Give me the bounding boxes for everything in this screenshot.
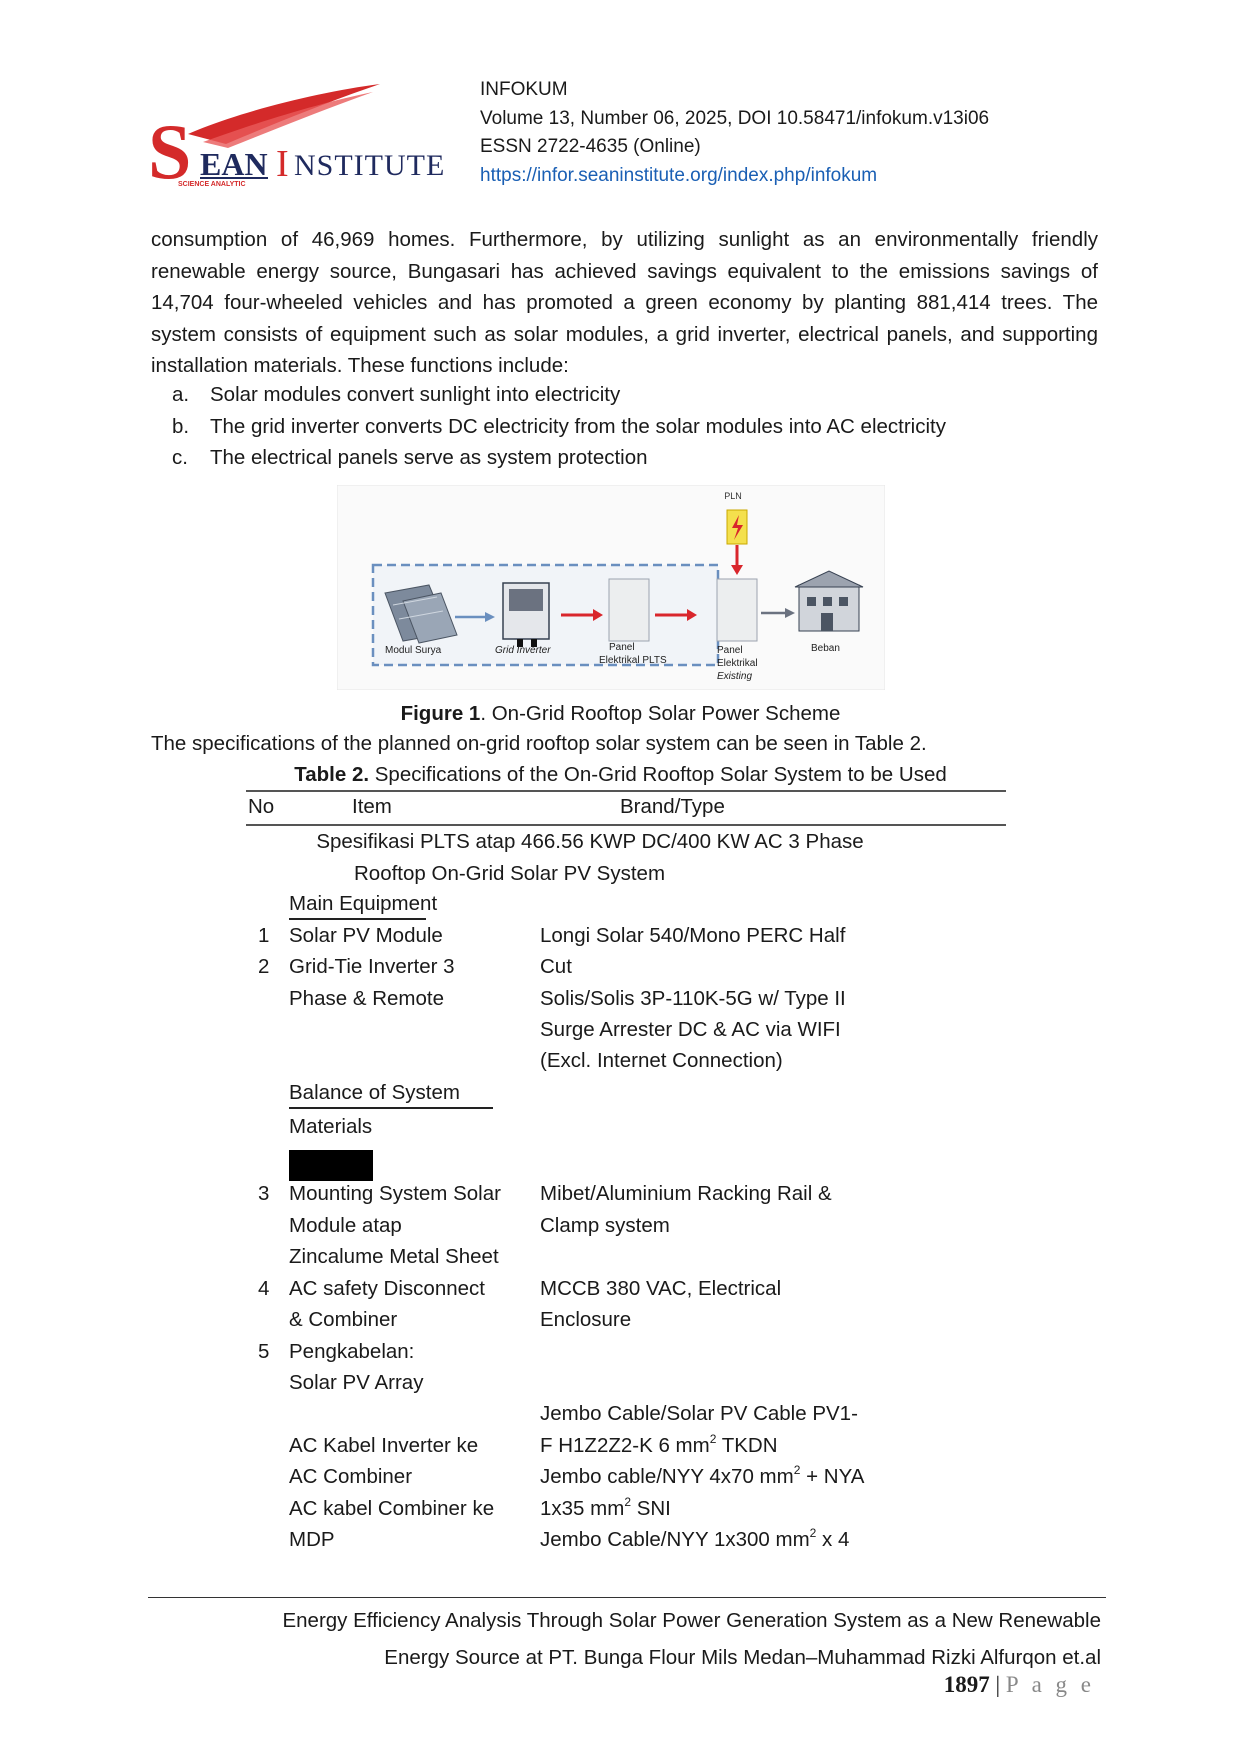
panel-existing-icon: [717, 579, 757, 641]
row-brand: Jembo Cable/Solar PV Cable PV1-: [540, 1402, 858, 1425]
svg-text:SCIENCE ANALYTIC: SCIENCE ANALYTIC: [178, 181, 246, 188]
row-brand: Solis/Solis 3P-110K-5G w/ Type II: [540, 987, 846, 1010]
svg-text:I: I: [276, 143, 289, 185]
list-item: [172, 411, 946, 443]
row-brand: Jembo cable/NYY 4x70 $mm^2$ + NYA: [540, 1463, 865, 1488]
row-item: AC kabel Combiner ke: [289, 1497, 495, 1520]
row-brand: MCCB 380 VAC, Electrical: [540, 1277, 782, 1300]
footer-rule: [148, 1597, 1106, 1598]
row-no: 4: [258, 1277, 270, 1300]
svg-text:EAN: EAN: [200, 146, 268, 182]
panel-plts-icon: [609, 579, 649, 641]
row-brand: Surge Arrester DC & AC via WIFI: [540, 1018, 841, 1041]
row-item: AC Kabel Inverter ke: [289, 1434, 479, 1457]
pln-label: PLN: [724, 491, 742, 501]
row-item: AC safety Disconnect: [289, 1277, 485, 1300]
list-item-text: The electrical panels serve as system protection: [210, 446, 648, 469]
essn-line: ESSN 2722-4635 (Online): [480, 136, 701, 157]
section-balance-line-2: Materials: [289, 1115, 373, 1138]
on-grid-scheme-figure: [337, 485, 885, 690]
row-item: Mounting System Solar: [289, 1182, 501, 1205]
spec-line-2: Rooftop On-Grid Solar PV System: [354, 862, 666, 885]
row-no: 1: [258, 924, 270, 947]
row-brand: Jembo Cable/NYY 1x300 $mm^2$ x 4: [540, 1526, 850, 1551]
panel-plts-label-2: Elektrikal PLTS: [599, 655, 667, 666]
row-no: 2: [258, 955, 270, 978]
row-no: 3: [258, 1182, 270, 1205]
row-item: Solar PV Module: [289, 924, 443, 947]
row-item: AC Combiner: [289, 1465, 413, 1488]
row-brand: Cut: [540, 955, 572, 978]
row-item: & Combiner: [289, 1308, 398, 1331]
body-paragraph-2: The specifications of the planned on-grid rooftop solar system can be seen in Table 2.: [151, 732, 927, 755]
list-marker: c.: [172, 446, 188, 469]
spec-line-1: Spesifikasi PLTS atap 466.56 KWP DC/400 KW AC 3 Phase: [316, 830, 864, 853]
function-list: [172, 379, 946, 474]
sean-institute-logo: [148, 82, 458, 188]
beban-label: Beban: [811, 643, 840, 654]
row-brand: Clamp system: [540, 1214, 670, 1237]
panel-existing-label-3: Existing: [717, 671, 753, 682]
page-separator: |: [989, 1672, 1006, 1697]
page-label: P a g e: [1005, 1672, 1095, 1697]
footer-title-line: Energy Source at PT. Bunga Flour Mils Medan–Muhammad Rizki Alfurqon et.al: [384, 1646, 1101, 1669]
row-item: Phase & Remote: [289, 987, 444, 1010]
row-brand: 1x35 $mm^2$ SNI: [540, 1495, 671, 1520]
body-paragraph: consumption of 46,969 homes. Furthermore, by utilizing sunlight as an environmentally friendly renewable energy source, Bungasari has achieved savings equivalent to the emissions savings of 14,704 four-wheeled vehicles and has promoted a green economy by planting 881,414 trees. The system consists of equipment such as solar modules, a grid inverter, electrical panels, and supporting installation materials. These functions include:: [151, 228, 1098, 377]
figure-caption: [0, 700, 1241, 728]
row-no: 5: [258, 1340, 270, 1363]
list-marker: a.: [172, 383, 190, 406]
list-marker: b.: [172, 414, 190, 438]
row-item: Pengkabelan:: [289, 1340, 415, 1363]
row-item: Solar PV Array: [289, 1371, 424, 1394]
panel-existing-label: Panel: [717, 645, 743, 656]
figure-caption-text: . On-Grid Rooftop Solar Power Scheme: [480, 702, 841, 725]
row-brand: F H1Z2Z2-K 6 $mm^2$ TKDN: [540, 1432, 778, 1457]
journal-header: [480, 76, 989, 190]
grid-inverter-label: Grid Inverter: [495, 645, 551, 656]
page-number: [944, 1672, 1095, 1698]
list-item: [172, 442, 946, 474]
row-brand: Longi Solar 540/Mono PERC Half: [540, 924, 846, 947]
volume-line: Volume 13, Number 06, 2025, DOI 10.58471/infokum.v13i06: [480, 107, 990, 129]
panel-existing-label-2: Elektrikal: [717, 658, 758, 669]
section-main-equipment: [289, 888, 438, 920]
footer-title: [282, 1602, 1101, 1676]
row-brand: Mibet/Aluminium Racking Rail &: [540, 1182, 832, 1205]
figure-label: Figure 1: [400, 702, 481, 725]
list-item-text: Solar modules convert sunlight into electricity: [210, 383, 621, 406]
row-item: Module atap: [289, 1214, 402, 1237]
table-caption: [0, 761, 1241, 789]
main-equipment-label: Main Equipment: [289, 890, 426, 920]
header-brand: Brand/Type: [620, 795, 725, 818]
row-item: Zincalume Metal Sheet: [289, 1245, 499, 1268]
svg-text:NSTITUTE: NSTITUTE: [294, 149, 446, 182]
redaction-block: [289, 1150, 373, 1181]
table-caption-text: Specifications of the On-Grid Rooftop Solar System to be Used: [369, 763, 947, 786]
row-brand: Enclosure: [540, 1308, 632, 1331]
header-item: Item: [352, 795, 392, 818]
footer-title-line: Energy Efficiency Analysis Through Solar Power Generation System as a New Renewable: [282, 1609, 1101, 1632]
balance-label: Balance of System: [289, 1079, 493, 1109]
modul-surya-label: Modul Surya: [385, 645, 442, 656]
row-item: Grid-Tie Inverter 3: [289, 955, 455, 978]
header-no: No: [248, 795, 275, 818]
section-balance-of-system: [289, 1077, 493, 1109]
row-brand: (Excl. Internet Connection): [540, 1049, 783, 1072]
svg-text:S: S: [148, 108, 192, 188]
list-item: [172, 379, 946, 411]
table-label: Table 2.: [294, 763, 370, 786]
journal-name: INFOKUM: [480, 79, 568, 100]
list-item-text: The grid inverter converts DC electricity from the solar modules into AC electricity: [210, 414, 946, 438]
grid-inverter-icon: [503, 583, 549, 647]
panel-plts-label: Panel: [609, 642, 635, 653]
journal-url-link[interactable]: https://infor.seaninstitute.org/index.php/infokum: [480, 164, 878, 186]
row-item: MDP: [289, 1528, 335, 1551]
page-number-value: 1897: [943, 1672, 990, 1697]
